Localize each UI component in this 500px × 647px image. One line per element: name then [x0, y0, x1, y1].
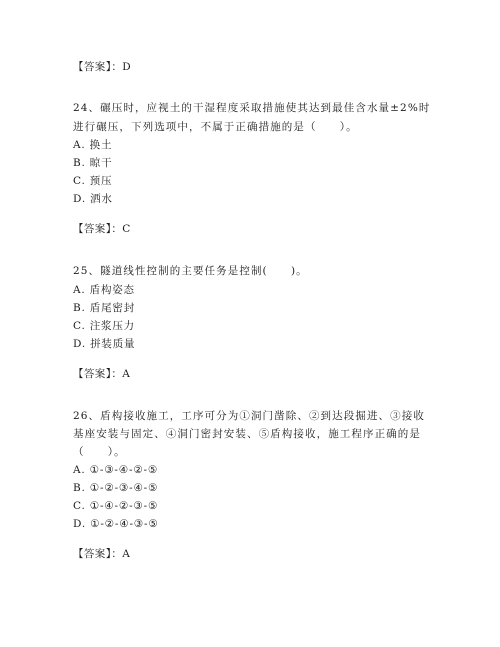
question-24-option-a: A. 换土: [73, 139, 113, 151]
answer-25: 【答案】：A: [73, 368, 131, 380]
question-26-option-a: A. ①-③-④-②-⑤: [73, 464, 159, 476]
answer-23: 【答案】：D: [73, 61, 132, 73]
question-24-line-2: 进行碾压，下列选项中，不属于正确措施的是（ ）。: [73, 121, 358, 133]
question-24-option-d: D. 洒水: [73, 193, 113, 205]
question-26-option-b: B. ①-②-③-④-⑤: [73, 482, 159, 494]
question-25-option-c: C. 注浆压力: [73, 320, 135, 332]
answer-26: 【答案】：A: [73, 548, 131, 560]
question-26-line-2: 基座安装与固定、④洞门密封安装、⑤盾构接收，施工程序正确的是: [73, 428, 421, 440]
question-24-option-c: C. 预压: [73, 175, 113, 187]
question-25-line-1: 25、隧道线性控制的主要任务是控制( )。: [73, 265, 308, 277]
question-24-option-b: B. 晾干: [73, 157, 113, 169]
question-25-option-a: A. 盾构姿态: [73, 284, 135, 296]
question-26-option-d: D. ①-②-④-③-⑤: [73, 518, 159, 530]
question-24-line-1: 24、碾压时，应视土的干湿程度采取措施使其达到最佳含水量±2%时: [73, 102, 431, 114]
question-26-line-1: 26、盾构接收施工，工序可分为①洞门凿除、②到达段掘进、③接收: [73, 410, 425, 422]
question-26-line-3: （ ）。: [73, 446, 126, 458]
question-25-option-d: D. 拼装质量: [73, 338, 136, 350]
answer-24: 【答案】：C: [73, 223, 131, 235]
question-25-option-b: B. 盾尾密封: [73, 302, 135, 314]
question-26-option-c: C. ①-④-②-③-⑤: [73, 500, 159, 512]
